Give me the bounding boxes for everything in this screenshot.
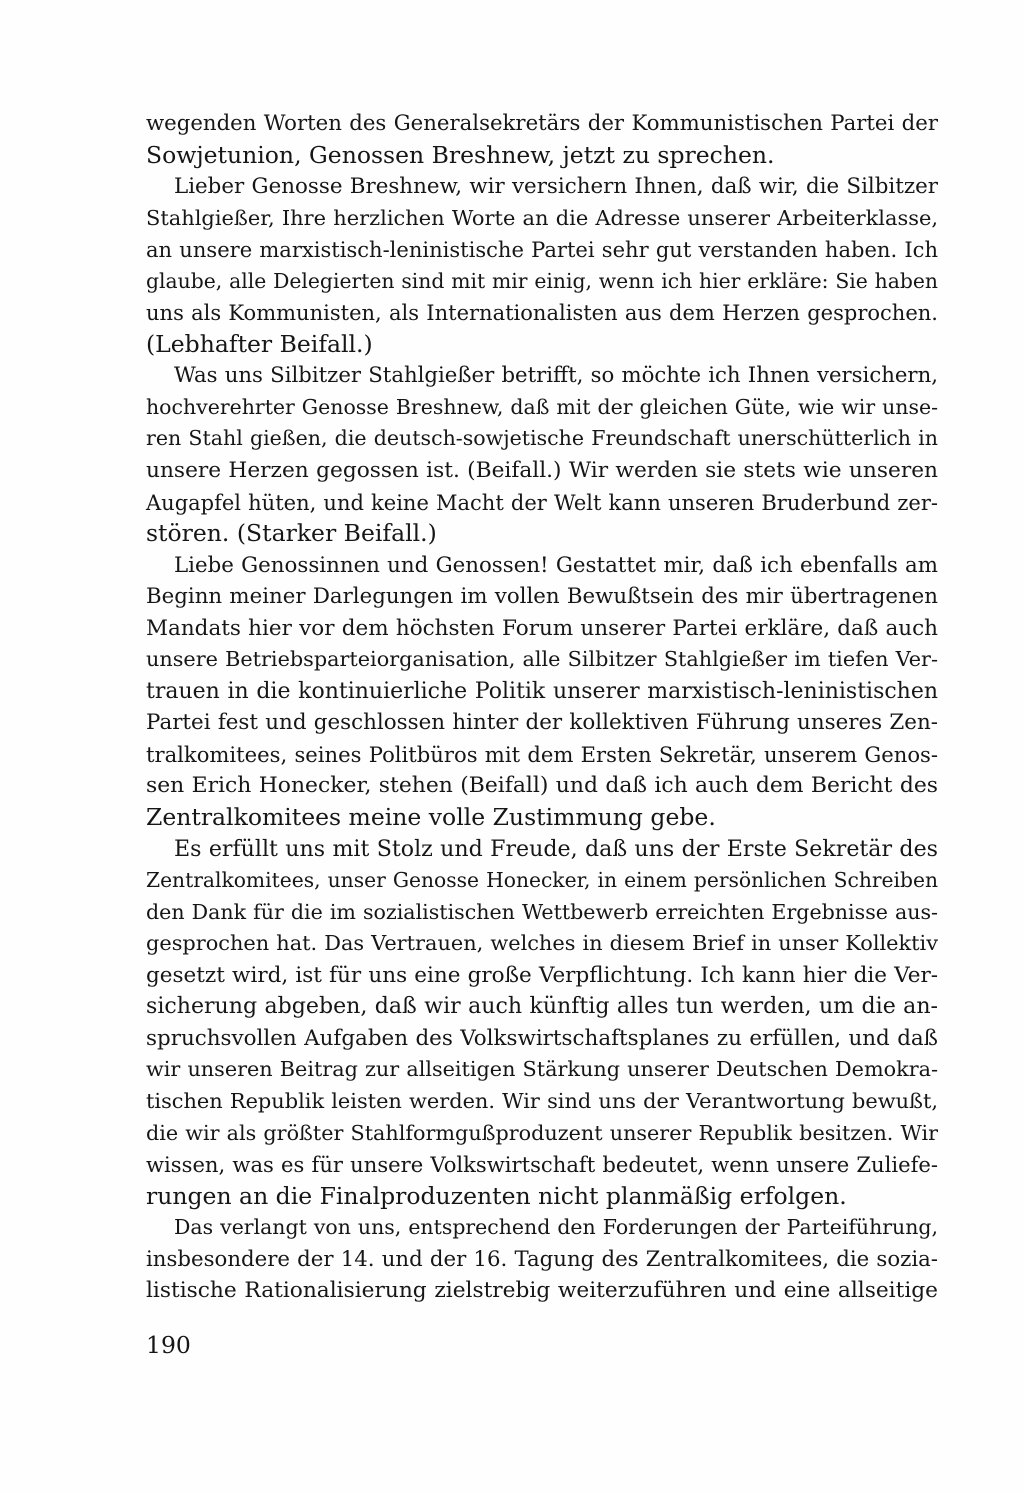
text-line: Es erfüllt uns mit Stolz und Freude, daß uns der Erste Sekretär des [174,835,938,862]
text-line: gesetzt wird, ist für uns eine große Verpflichtung. Ich kann hier die Ver- [146,962,938,988]
text-line: die wir als größter Stahlformgußproduzent unserer Republik besitzen. Wir [146,1120,938,1145]
text-line: rungen an die Finalproduzenten nicht planmäßig erfolgen. [146,1181,847,1210]
text-line: sen Erich Honecker, stehen (Beifall) und daß ich auch dem Bericht des [146,773,938,799]
text-line: Partei fest und geschlossen hinter der kollektiven Führung unseres Zen- [146,710,938,736]
page-number: 190 [146,1331,191,1359]
text-line: listische Rationalisierung zielstrebig weiterzuführen und eine allseitige [146,1278,938,1304]
text-line: Mandats hier vor dem höchsten Forum unserer Partei erkläre, daß auch [146,615,938,641]
text-line: Stahlgießer, Ihre herzlichen Worte an die Adresse unserer Arbeiterklasse, [146,205,938,230]
text-line: Was uns Silbitzer Stahlgießer betrifft, so möchte ich Ihnen versichern, [174,363,938,389]
text-line: Beginn meiner Darlegungen im vollen Bewußtsein des mir übertragenen [146,584,938,610]
text-line: stören. (Starker Beifall.) [146,519,437,548]
text-line: unsere Herzen gegossen ist. (Beifall.) Wir werden sie stets wie unseren [146,458,938,484]
text-line: Zentralkomitees, unser Genosse Honecker, in einem persönlichen Schreiben [146,868,938,893]
text-line: spruchsvollen Aufgaben des Volkswirtschaftsplanes zu erfüllen, und daß [146,1025,938,1051]
text-line: unsere Betriebsparteiorganisation, alle Silbitzer Stahlgießer im tiefen Ver- [146,647,938,672]
text-line: gesprochen hat. Das Vertrauen, welches in diesem Brief in unser Kollektiv [146,931,938,956]
text-line: (Lebhafter Beifall.) [146,329,373,358]
text-line: wegenden Worten des Generalsekretärs der Kommunistischen Partei der [146,111,938,136]
text-line: hochverehrter Genosse Breshnew, daß mit der gleichen Güte, wie wir unse- [146,394,938,419]
text-line: sicherung abgeben, daß wir auch künftig alles tun werden, um die an- [146,994,938,1020]
text-line: tischen Republik leisten werden. Wir sind uns der Verantwortung bewußt, [146,1088,938,1113]
text-line: Augapfel hüten, und keine Macht der Welt kann unseren Bruderbund zer- [146,489,938,515]
text-line: uns als Kommunisten, als Internationalisten aus dem Herzen gesprochen. [146,300,938,326]
body-text [146,108,938,1307]
text-line: trauen in die kontinuierliche Politik unserer marxistisch-leninistischen [146,678,938,704]
text-line: Zentralkomitees meine volle Zustimmung gebe. [146,803,716,832]
text-line: wissen, was es für unsere Volkswirtschaft bedeutet, wenn unsere Zuliefe- [146,1152,938,1178]
text-line: ren Stahl gießen, die deutsch-sowjetische Freundschaft unerschütterlich in [146,426,938,451]
text-line: wir unseren Beitrag zur allseitigen Stärkung unserer Deutschen Demokra- [146,1057,938,1082]
text-line: glaube, alle Delegierten sind mit mir einig, wenn ich hier erkläre: Sie haben [146,268,938,293]
text-line: Lieber Genosse Breshnew, wir versichern Ihnen, daß wir, die Silbitzer [174,174,938,200]
text-line: den Dank für die im sozialistischen Wettbewerb erreichten Ergebnisse aus- [146,899,938,924]
text-line: Liebe Genossinnen und Genossen! Gestattet mir, daß ich ebenfalls am [174,552,938,578]
text-line: Das verlangt von uns, entsprechend den Forderungen der Parteiführung, [174,1215,938,1240]
text-line: tralkomitees, seines Politbüros mit dem Ersten Sekretär, unserem Genos- [146,741,938,767]
text-line: insbesondere der 14. und der 16. Tagung des Zentralkomitees, die sozia- [146,1246,938,1272]
text-line: an unsere marxistisch-leninistische Partei sehr gut verstanden haben. Ich [146,237,938,263]
text-line: Sowjetunion, Genossen Breshnew, jetzt zu sprechen. [146,140,775,169]
